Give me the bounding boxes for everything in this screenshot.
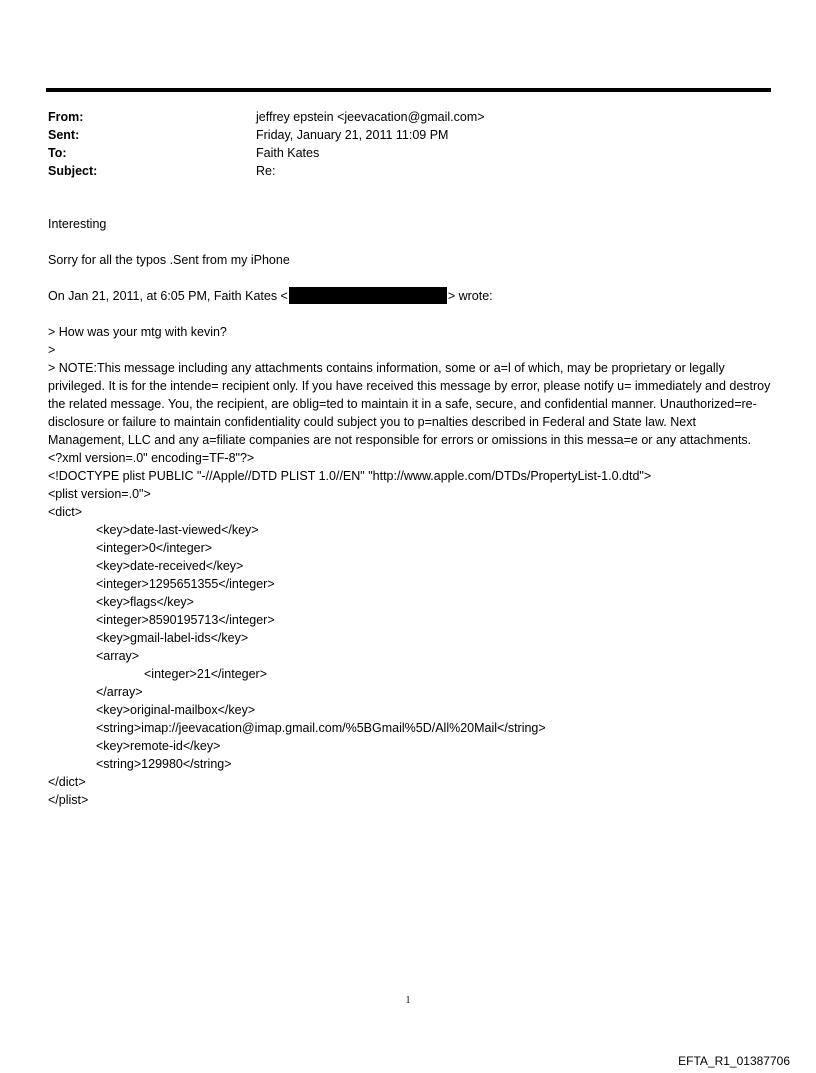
xml-line: <dict> [48, 505, 83, 519]
xml-line: <string>imap://jeevacation@imap.gmail.com/%5BGmail%5D/All%20Mail</string> [96, 721, 546, 735]
xml-line: <key>flags</key> [96, 595, 194, 609]
to-value: Faith Kates [256, 146, 320, 160]
to-label: To: [48, 146, 67, 160]
xml-line: <plist version=.0"> [48, 487, 151, 501]
subject-label: Subject: [48, 164, 98, 178]
quote-intro [48, 287, 773, 305]
sent-label: Sent: [48, 128, 80, 142]
xml-line: <key>date-last-viewed</key> [96, 523, 259, 537]
xml-line: </dict> [48, 775, 86, 789]
quoted-question: > How was your mtg with kevin? [48, 325, 227, 339]
subject-value: Re: [256, 164, 276, 178]
redaction-box [289, 287, 447, 304]
from-row [48, 108, 485, 126]
body-line-signature: Sorry for all the typos .Sent from my iPhone [48, 253, 290, 267]
quote-intro-after: > wrote: [447, 289, 493, 303]
sent-value: Friday, January 21, 2011 11:09 PM [256, 128, 449, 142]
xml-line: <!DOCTYPE plist PUBLIC "-//Apple//DTD PLIST 1.0//EN" "http://www.apple.com/DTDs/PropertyList-1.0.dtd"> [48, 469, 652, 483]
xml-line: <?xml version=.0" encoding=TF-8"?> [48, 451, 255, 465]
email-header [48, 108, 485, 180]
bates-number: EFTA_R1_01387706 [678, 1054, 790, 1068]
xml-line: <string>129980</string> [96, 757, 232, 771]
xml-line: <integer>8590195713</integer> [96, 613, 275, 627]
xml-line: <key>original-mailbox</key> [96, 703, 256, 717]
page-number: 1 [405, 995, 411, 1006]
quoted-blank: > [48, 343, 56, 357]
xml-line: <array> [96, 649, 140, 663]
disclaimer-text: > NOTE:This message including any attachments contains information, some or a=l of which, may be proprietary or legally privileged. It is for the intende= recipient only. If you have received this message by error, please notify u= immediately and destroy the related message. You, the recipient, are oblig=ted to maintain it in a safe, secure, and confidential manner. Unauthorized=re-disclosure or failure to maintain confidentiality could subject you to p=nalties described in Federal and State law. Next Management, LLC and any a=filiate companies are not responsible for errors or omissions in this messa=e or any attachments. [48, 361, 771, 447]
xml-line: <integer>21</integer> [144, 667, 268, 681]
email-body [48, 215, 773, 809]
to-row [48, 144, 485, 162]
header-rule [46, 88, 771, 92]
xml-line: <key>remote-id</key> [96, 739, 221, 753]
from-value: jeffrey epstein <jeevacation@gmail.com> [256, 110, 485, 124]
xml-line: <integer>1295651355</integer> [96, 577, 275, 591]
xml-line: </plist> [48, 793, 89, 807]
xml-line: <key>date-received</key> [96, 559, 244, 573]
xml-line: </array> [96, 685, 143, 699]
from-label: From: [48, 110, 84, 124]
sent-row [48, 126, 485, 144]
subject-row [48, 162, 485, 180]
xml-line: <key>gmail-label-ids</key> [96, 631, 249, 645]
quote-intro-before: On Jan 21, 2011, at 6:05 PM, Faith Kates < [48, 289, 288, 303]
xml-line: <integer>0</integer> [96, 541, 213, 555]
body-line-interesting: Interesting [48, 217, 107, 231]
